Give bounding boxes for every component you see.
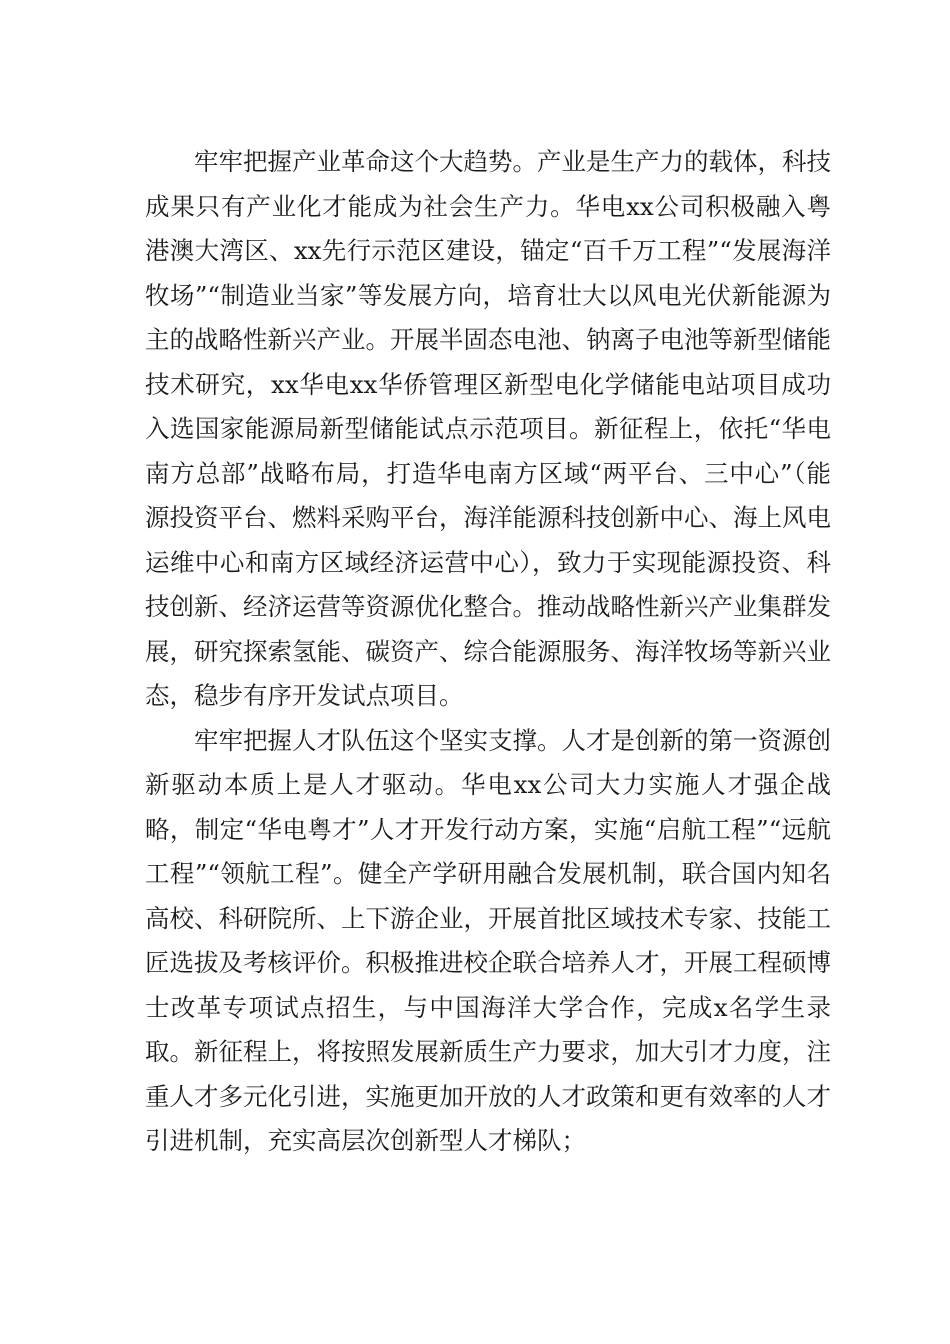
paragraph-talent-team: 牢牢把握人才队伍这个坚实支撑。人才是创新的第一资源创新驱动本质上是人才驱动。华电xx公司大力实施人才强企战略，制定“华电粤才”人才开发行动方案，实施“启航工程”“远航工程”“领航工程”。健全产学研用融合发展机制，联合国内知名高校、科研院所、上下游企业，开展首批区域技术专家、技能工匠选拔及考核评价。积极推进校企联合培养人才，开展工程硕博士改革专项试点招生，与中国海洋大学合作，完成x名学生录取。新征程上，将按照发展新质生产力要求，加大引才力度，注重人才多元化引进，实施更加开放的人才政策和更有效率的人才引进机制，充实高层次创新型人才梯队； <box>145 725 831 1155</box>
body-text <box>145 140 831 1164</box>
paragraph-industry-revolution: 牢牢把握产业革命这个大趋势。产业是生产力的载体，科技成果只有产业化才能成为社会生产力。华电xx公司积极融入粤港澳大湾区、xx先行示范区建设，锚定“百千万工程”“发展海洋牧场”“制造业当家”等发展方向，培育壮大以风电光伏新能源为主的战略性新兴产业。开展半固态电池、钠离子电池等新型储能技术研究，xx华电xx华侨管理区新型电化学储能电站项目成功入选国家能源局新型储能试点示范项目。新征程上，依托“华电南方总部”战略布局，打造华电南方区域“两平台、三中心”（能源投资平台、燃料采购平台，海洋能源科技创新中心、海上风电运维中心和南方区域经济运营中心），致力于实现能源投资、科技创新、经济运营等资源优化整合。推动战略性新兴产业集群发展，研究探索氢能、碳资产、综合能源服务、海洋牧场等新兴业态，稳步有序开发试点项目。 <box>145 147 831 710</box>
